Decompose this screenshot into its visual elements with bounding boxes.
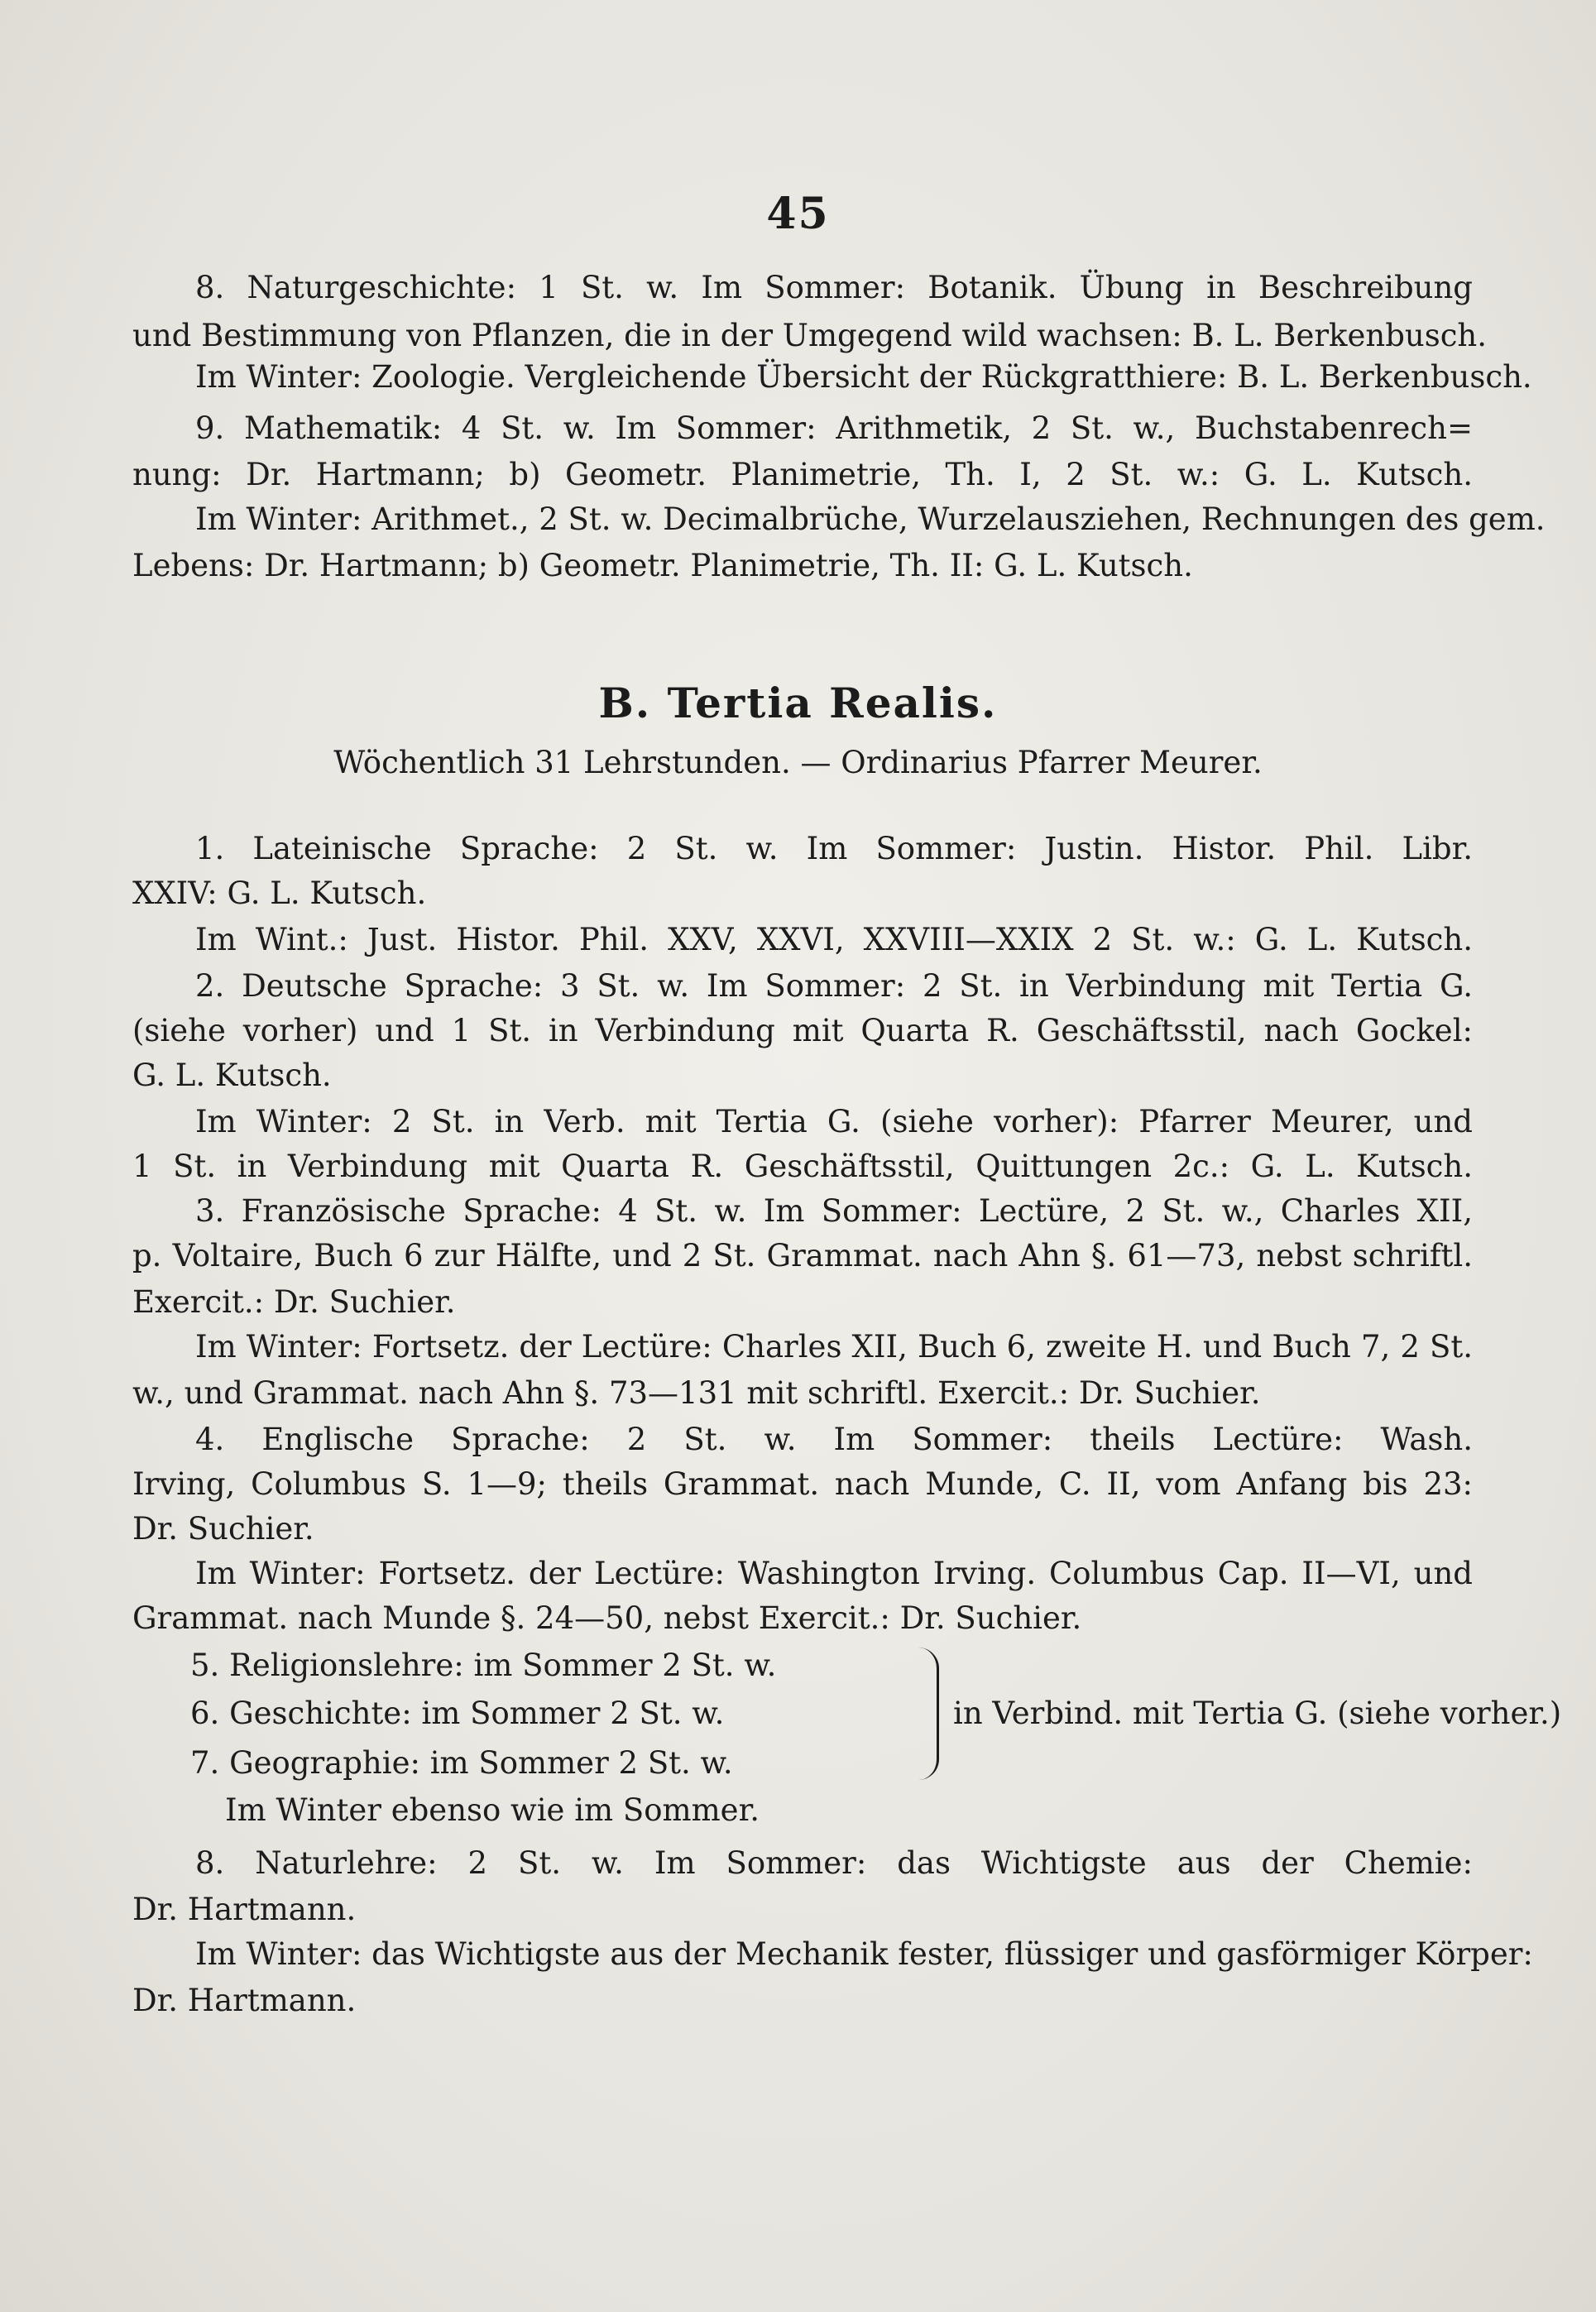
text-line: p. Voltaire, Buch 6 zur Hälfte, und 2 St. Grammat. nach Ahn §. 61—73, nebst schriftl. xyxy=(132,1238,1473,1274)
text-line: 1 St. in Verbindung mit Quarta R. Geschäftsstil, Quittungen 2c.: G. L. Kutsch. xyxy=(132,1149,1473,1184)
brace-label: in Verbind. mit Tertia G. (siehe vorher.) xyxy=(953,1696,1562,1731)
brace-row: 6. Geschichte: im Sommer 2 St. w. xyxy=(190,1696,725,1731)
text-line: Im Winter: 2 St. in Verb. mit Tertia G. (siehe vorher): Pfarrer Meurer, und xyxy=(195,1104,1473,1139)
text-line: Dr. Hartmann. xyxy=(132,1983,357,2018)
section-subheading: Wöchentlich 31 Lehrstunden. — Ordinarius Pfarrer Meurer. xyxy=(333,745,1263,780)
text-line: Im Winter: Fortsetz. der Lectüre: Charles XII, Buch 6, zweite H. und Buch 7, 2 St. xyxy=(195,1329,1473,1365)
text-line: 2. Deutsche Sprache: 3 St. w. Im Sommer: 2 St. in Verbindung mit Tertia G. xyxy=(195,968,1473,1004)
text-line: Dr. Suchier. xyxy=(132,1511,314,1547)
text-line: 8. Naturgeschichte: 1 St. w. Im Sommer: Botanik. Übung in Beschreibung xyxy=(195,270,1473,305)
text-line: Im Winter: Arithmet., 2 St. w. Decimalbrüche, Wurzelausziehen, Rechnungen des gem. xyxy=(195,501,1546,537)
text-line: G. L. Kutsch. xyxy=(132,1058,332,1093)
brace-row: 5. Religionslehre: im Sommer 2 St. w. xyxy=(190,1648,777,1683)
text-line: Im Wint.: Just. Histor. Phil. XXV, XXVI, XXVIII—XXIX 2 St. w.: G. L. Kutsch. xyxy=(195,922,1473,957)
section-heading: B. Tertia Realis. xyxy=(598,679,998,727)
text-line: nung: Dr. Hartmann; b) Geometr. Planimetrie, Th. I, 2 St. w.: G. L. Kutsch. xyxy=(132,457,1473,492)
curly-brace xyxy=(918,1648,939,1780)
text-line: (siehe vorher) und 1 St. in Verbindung mit Quarta R. Geschäftsstil, nach Gockel: xyxy=(132,1013,1473,1048)
text-line: Dr. Hartmann. xyxy=(132,1892,357,1927)
brace-group xyxy=(190,1643,1562,1800)
text-line: Im Winter ebenso wie im Sommer. xyxy=(225,1792,760,1828)
text-line: Im Winter: Zoologie. Vergleichende Übersicht der Rückgratthiere: B. L. Berkenbusch. xyxy=(195,359,1532,395)
text-line: Im Winter: Fortsetz. der Lectüre: Washington Irving. Columbus Cap. II—VI, und xyxy=(195,1556,1473,1591)
text-line: Irving, Columbus S. 1—9; theils Grammat. nach Munde, C. II, vom Anfang bis 23: xyxy=(132,1466,1473,1502)
text-line: Exercit.: Dr. Suchier. xyxy=(132,1284,456,1320)
text-line: und Bestimmung von Pflanzen, die in der Umgegend wild wachsen: B. L. Berkenbusch. xyxy=(132,318,1488,353)
text-line: Lebens: Dr. Hartmann; b) Geometr. Planimetrie, Th. II: G. L. Kutsch. xyxy=(132,548,1193,583)
text-line: 9. Mathematik: 4 St. w. Im Sommer: Arithmetik, 2 St. w., Buchstabenrech= xyxy=(195,410,1473,446)
text-line: Grammat. nach Munde §. 24—50, nebst Exercit.: Dr. Suchier. xyxy=(132,1600,1082,1636)
text-line: 1. Lateinische Sprache: 2 St. w. Im Sommer: Justin. Histor. Phil. Libr. xyxy=(195,831,1473,866)
text-line: 4. Englische Sprache: 2 St. w. Im Sommer: theils Lectüre: Wash. xyxy=(195,1422,1473,1457)
text-line: 3. Französische Sprache: 4 St. w. Im Sommer: Lectüre, 2 St. w., Charles XII, xyxy=(195,1193,1473,1229)
brace-row: 7. Geographie: im Sommer 2 St. w. xyxy=(190,1745,733,1781)
text-line: Im Winter: das Wichtigste aus der Mechanik fester, flüssiger und gasförmiger Körper: xyxy=(195,1936,1533,1972)
text-line: XXIV: G. L. Kutsch. xyxy=(132,875,427,911)
text-line: w., und Grammat. nach Ahn §. 73—131 mit schriftl. Exercit.: Dr. Suchier. xyxy=(132,1375,1261,1411)
text-line: 8. Naturlehre: 2 St. w. Im Sommer: das Wichtigste aus der Chemie: xyxy=(195,1845,1473,1881)
page-number: 45 xyxy=(766,189,830,239)
